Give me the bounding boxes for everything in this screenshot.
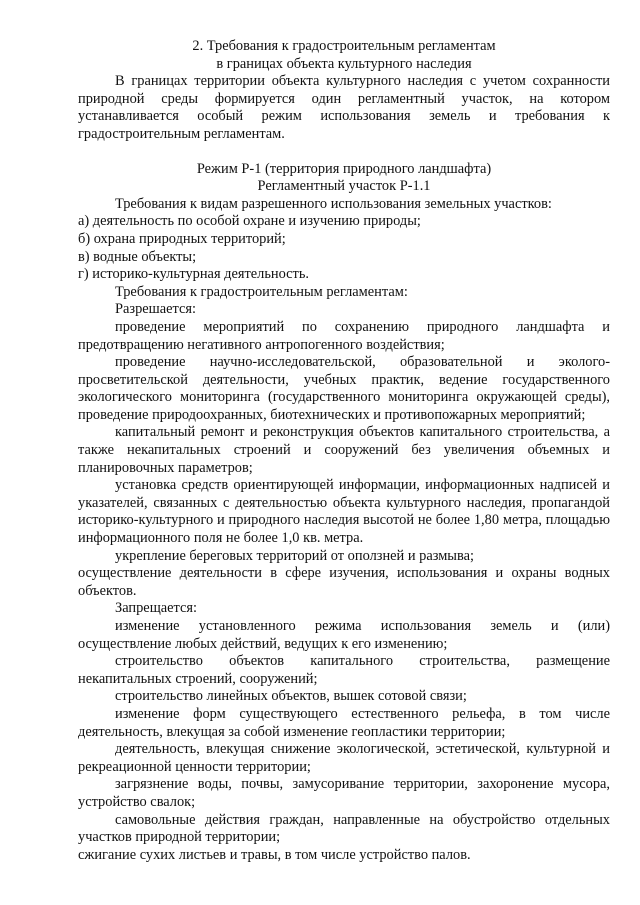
allowed-item: укрепление береговых территорий от оползней и размыва; (115, 547, 474, 564)
allowed-item: проведение научно-исследовательской, образовательной и эколого-просветительской деятельности, учебных практик, ведение государственного экологического мониторинга (государственного мониторинга окружающей среды), проведение природоохранных, биотехнических и противопожарных мероприятий; (78, 354, 610, 423)
section-heading (78, 38, 610, 73)
forbidden-item-last: сжигание сухих листьев и травы, в том числе устройство палов. (78, 846, 471, 863)
forbidden-item: деятельность, влекущая снижение экологической, эстетической, культурной и рекреационной ценности территории; (78, 741, 610, 775)
permitted-use-item-b: б) охрана природных территорий; (78, 230, 286, 247)
document-page (78, 38, 610, 864)
allowed-item: капитальный ремонт и реконструкция объектов капитального строительства, а также некапитальных строений и сооружений без увеличения объемных и планировочных параметров; (78, 424, 610, 476)
spacer (78, 144, 610, 161)
regime-heading (78, 161, 610, 196)
permitted-use-item-d: г) историко-культурная деятельность. (78, 266, 310, 283)
forbidden-item: изменение форм существующего естественного рельефа, в том числе деятельность, влекущая за собой изменение геопластики территории; (78, 705, 610, 740)
permitted-use-title: Требования к видам разрешенного использования земельных участков: (115, 195, 552, 212)
regime-heading-line-1: Режим Р-1 (территория природного ландшафта) (196, 160, 492, 177)
allowed-item: проведение мероприятий по сохранению природного ландшафта и предотвращению негативного антропогенного воздействия; (78, 318, 610, 353)
forbidden-item: изменение установленного режима использования земель и (или) осуществление любых действий, ведущих к его изменению; (78, 618, 610, 652)
regime-heading-line-2: Регламентный участок Р-1.1 (257, 178, 431, 195)
forbidden-item: самовольные действия граждан, направленные на обустройство отдельных участков природной территории; (78, 811, 610, 846)
forbidden-title: Запрещается: (115, 600, 198, 617)
forbidden-item: загрязнение воды, почвы, замусоривание территории, захоронение мусора, устройство свалок; (78, 776, 610, 810)
intro-paragraph: В границах территории объекта культурного наследия с учетом сохранности природной среды формируется один регламентный участок, на котором устанавливается особый режим использования земель и требования к градостроительным регламентам. (78, 73, 610, 142)
forbidden-item: строительство линейных объектов, вышек сотовой связи; (115, 688, 467, 705)
regulations-title: Требования к градостроительным регламентам: (115, 283, 408, 300)
permitted-use-item-a: а) деятельность по особой охране и изучению природы; (78, 213, 421, 230)
forbidden-item: строительство объектов капитального строительства, размещение некапитальных строений, сооружений; (78, 653, 610, 687)
allowed-item-last: осуществление деятельности в сфере изучения, использования и охраны водных объектов. (78, 565, 610, 599)
section-heading-line-2: в границах объекта культурного наследия (216, 55, 472, 72)
permitted-use-item-c: в) водные объекты; (78, 248, 197, 265)
allowed-item: установка средств ориентирующей информации, информационных надписей и указателей, связанных с деятельностью объекта культурного наследия, пропагандой историко-культурного и природного наследия высотой не более 1,80 метра, площадью информационного поля не более 1,0 кв. метра. (78, 477, 610, 547)
section-heading-line-1: 2. Требования к градостроительным регламентам (192, 38, 496, 54)
allowed-title: Разрешается: (115, 301, 196, 318)
